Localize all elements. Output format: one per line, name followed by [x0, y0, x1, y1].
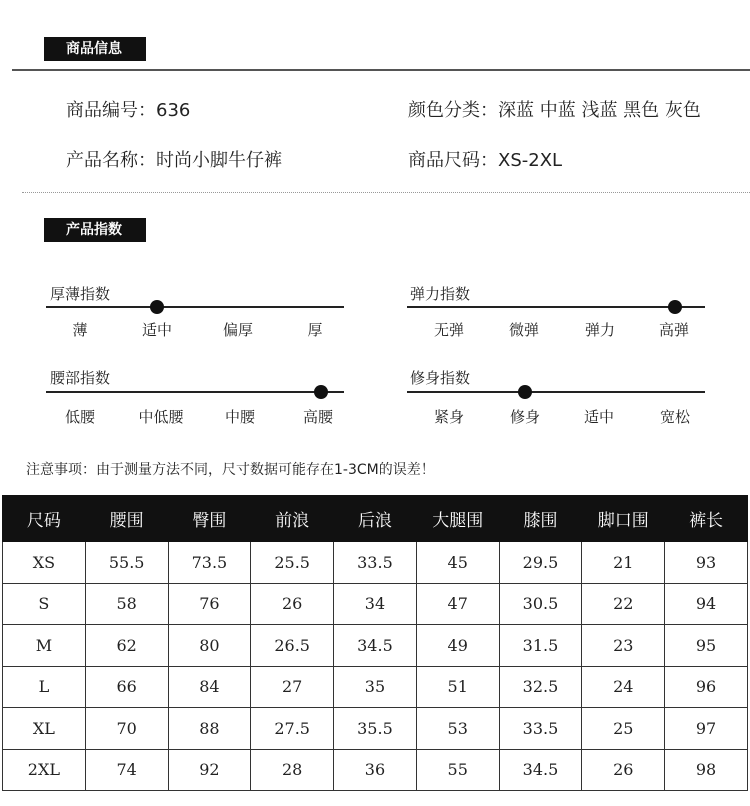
table-cell: 35: [334, 666, 417, 708]
scale-label: 高弹: [658, 321, 689, 339]
table-cell: 23: [582, 625, 665, 667]
table-cell: 22: [582, 583, 665, 625]
scale-label: 宽松: [659, 408, 690, 426]
table-cell: 53: [416, 708, 499, 750]
scale-label: 弹力: [584, 321, 615, 339]
size-chart-table: [2, 495, 748, 791]
scale-label: 薄: [72, 321, 88, 339]
product-info-heading: 商品信息: [44, 37, 146, 61]
table-cell: 34: [334, 583, 417, 625]
header-thigh: 大腿围: [416, 496, 499, 542]
size-range: 商品尺码：XS-2XL: [408, 150, 563, 171]
table-cell: 88: [168, 708, 251, 750]
table-cell: 55: [416, 749, 499, 791]
table-cell: 33.5: [499, 708, 582, 750]
header-back-rise: 后浪: [334, 496, 417, 542]
table-cell: 26: [582, 749, 665, 791]
table-cell: 49: [416, 625, 499, 667]
table-cell: 92: [168, 749, 251, 791]
scale-track: [407, 306, 705, 308]
table-cell: XL: [3, 708, 86, 750]
scale-label: 厚: [307, 321, 323, 339]
table-cell: 74: [85, 749, 168, 791]
table-row: [3, 749, 748, 791]
header-waist: 腰围: [85, 496, 168, 542]
table-cell: 58: [85, 583, 168, 625]
table-cell: 97: [665, 708, 748, 750]
table-cell: 84: [168, 666, 251, 708]
scale-title: 厚薄指数: [50, 285, 111, 303]
table-cell: 73.5: [168, 542, 251, 584]
table-cell: 36: [334, 749, 417, 791]
scale-marker: [150, 300, 164, 314]
scale-track: [407, 391, 705, 393]
item-number: 商品编号：636: [66, 100, 191, 121]
table-cell: S: [3, 583, 86, 625]
table-cell: 45: [416, 542, 499, 584]
scale-track: [46, 306, 344, 308]
scale-marker: [518, 385, 532, 399]
header-length: 裤长: [665, 496, 748, 542]
table-cell: 93: [665, 542, 748, 584]
table-cell: 2XL: [3, 749, 86, 791]
table-cell: 55.5: [85, 542, 168, 584]
section-divider: [12, 69, 750, 71]
scale-label: 微弹: [508, 321, 539, 339]
scale-label: 紧身: [433, 408, 464, 426]
scale-label: 修身: [509, 408, 540, 426]
table-cell: 66: [85, 666, 168, 708]
scale-label: 无弹: [433, 321, 464, 339]
table-cell: 27: [251, 666, 334, 708]
table-cell: 31.5: [499, 625, 582, 667]
table-row: [3, 666, 748, 708]
scale-label: 适中: [141, 321, 172, 339]
table-header-row: [3, 496, 748, 542]
table-cell: 26.5: [251, 625, 334, 667]
table-cell: 33.5: [334, 542, 417, 584]
table-cell: XS: [3, 542, 86, 584]
table-cell: 21: [582, 542, 665, 584]
table-row: [3, 542, 748, 584]
table-cell: 28: [251, 749, 334, 791]
table-cell: 24: [582, 666, 665, 708]
table-cell: 34.5: [499, 749, 582, 791]
table-row: [3, 625, 748, 667]
table-cell: 80: [168, 625, 251, 667]
measurement-notice: 注意事项：由于测量方法不同，尺寸数据可能存在1-3CM的误差！: [26, 462, 435, 478]
scale-marker: [314, 385, 328, 399]
scale-label: 低腰: [64, 408, 95, 426]
table-cell: 94: [665, 583, 748, 625]
table-cell: 26: [251, 583, 334, 625]
table-cell: 35.5: [334, 708, 417, 750]
table-cell: 27.5: [251, 708, 334, 750]
table-cell: 29.5: [499, 542, 582, 584]
header-leg-opening: 脚口围: [582, 496, 665, 542]
table-cell: 25.5: [251, 542, 334, 584]
scale-label: 高腰: [302, 408, 333, 426]
table-cell: 30.5: [499, 583, 582, 625]
table-cell: 70: [85, 708, 168, 750]
scale-label: 中腰: [224, 408, 255, 426]
scale-marker: [668, 300, 682, 314]
scale-label: 偏厚: [222, 321, 253, 339]
table-cell: 96: [665, 666, 748, 708]
header-knee: 膝围: [499, 496, 582, 542]
table-row: [3, 708, 748, 750]
color-options: 颜色分类：深蓝 中蓝 浅蓝 黑色 灰色: [408, 100, 701, 121]
table-cell: 95: [665, 625, 748, 667]
header-hip: 臀围: [168, 496, 251, 542]
table-cell: M: [3, 625, 86, 667]
header-front-rise: 前浪: [251, 496, 334, 542]
scale-track: [46, 391, 344, 393]
table-cell: 62: [85, 625, 168, 667]
scale-title: 弹力指数: [410, 285, 471, 303]
table-cell: 51: [416, 666, 499, 708]
scale-title: 腰部指数: [50, 369, 111, 387]
scale-title: 修身指数: [410, 369, 471, 387]
table-cell: 34.5: [334, 625, 417, 667]
product-index-heading: 产品指数: [44, 218, 146, 242]
table-cell: 47: [416, 583, 499, 625]
table-cell: L: [3, 666, 86, 708]
scale-label: 适中: [583, 408, 614, 426]
table-cell: 76: [168, 583, 251, 625]
table-cell: 32.5: [499, 666, 582, 708]
table-cell: 25: [582, 708, 665, 750]
table-row: [3, 583, 748, 625]
dotted-divider: [22, 192, 750, 193]
scale-label: 中低腰: [138, 408, 184, 426]
header-size: 尺码: [3, 496, 86, 542]
product-name: 产品名称：时尚小脚牛仔裤: [66, 150, 282, 171]
table-cell: 98: [665, 749, 748, 791]
